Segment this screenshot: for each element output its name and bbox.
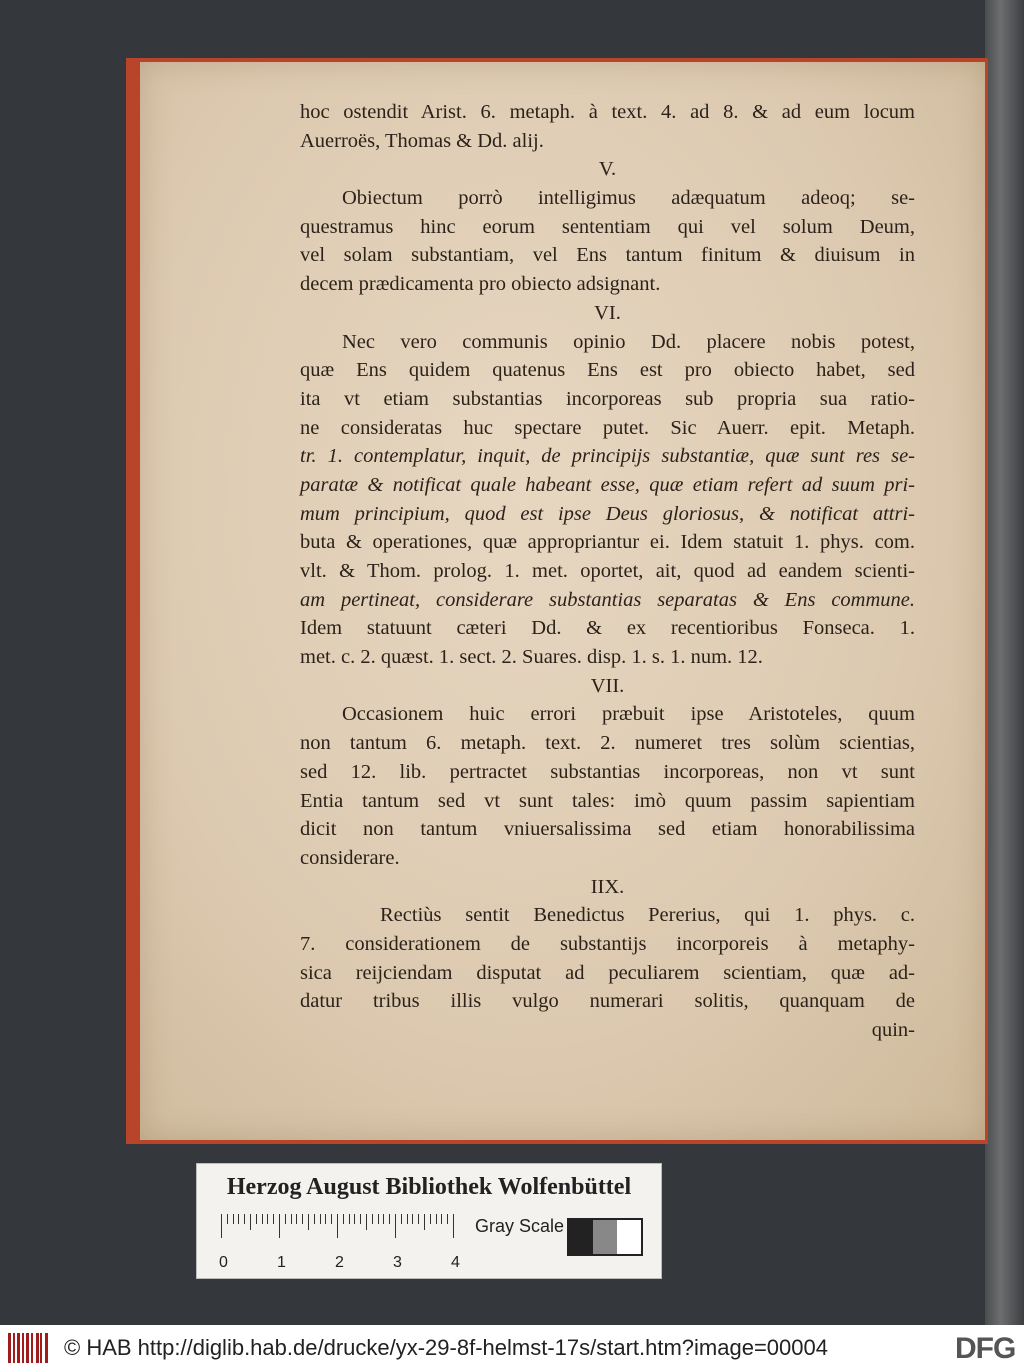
ruler-tick xyxy=(233,1214,234,1224)
ruler-tick xyxy=(325,1214,326,1224)
logo-stroke xyxy=(31,1333,33,1363)
text-line: am pertineat, considerare substantias separatas & Ens commune. xyxy=(300,588,915,611)
ruler-tick xyxy=(221,1214,222,1238)
text-line: ita vt etiam substantias incorporeas sub propria sua ratio- xyxy=(300,387,915,410)
text-line: Rectiùs sentit Benedictus Pererius, qui 1. phys. c. xyxy=(380,904,915,927)
text-line: Nec vero communis opinio Dd. placere nobis potest, xyxy=(342,330,915,353)
text-line: hoc ostendit Arist. 6. metaph. à text. 4. ad 8. & ad eum locum xyxy=(300,101,915,123)
ruler-tick xyxy=(372,1214,373,1224)
ruler-tick xyxy=(418,1214,419,1224)
ruler-tick xyxy=(244,1214,245,1224)
text-line: buta & operationes, quæ appropriantur ei. Idem statuit 1. phys. com. xyxy=(300,531,915,554)
logo-stroke xyxy=(8,1333,11,1363)
text-line: paratæ & notificat quale habeant esse, quæ etiam refert ad suum pri- xyxy=(300,473,915,496)
text-line: quæ Ens quidem quatenus Ens est pro obiecto habet, sed xyxy=(300,359,915,382)
logo-stroke xyxy=(17,1333,20,1363)
text-line: decem prædicamenta pro obiecto adsignant. xyxy=(300,273,661,296)
ruler-tick xyxy=(389,1214,390,1224)
text-line: sed 12. lib. pertractet substantias incorporeas, non vt sunt xyxy=(300,760,915,783)
ruler-tick xyxy=(349,1214,350,1224)
ruler-number: 4 xyxy=(451,1254,460,1271)
ruler-tick xyxy=(256,1214,257,1224)
swatch-black xyxy=(569,1220,593,1254)
text-line: questramus hinc eorum sententiam qui vel solum Deum, xyxy=(300,215,915,238)
ruler-tick xyxy=(430,1214,431,1224)
text-line: met. c. 2. quæst. 1. sect. 2. Suares. disp. 1. s. 1. num. 12. xyxy=(300,646,763,669)
ruler-tick xyxy=(337,1214,338,1238)
text-line: vel solam substantiam, vel Ens tantum finitum & diuisum in xyxy=(300,244,915,267)
ruler-tick xyxy=(296,1214,297,1224)
ruler-tick xyxy=(441,1214,442,1224)
ruler-tick xyxy=(320,1214,321,1224)
logo-stroke xyxy=(22,1333,24,1363)
ruler-tick xyxy=(227,1214,228,1224)
ruler-tick xyxy=(285,1214,286,1224)
ruler-number: 3 xyxy=(393,1254,402,1271)
ruler-tick xyxy=(360,1214,361,1224)
swatch-white xyxy=(617,1220,641,1254)
ruler-number: 0 xyxy=(219,1254,228,1271)
ruler-tick xyxy=(279,1214,280,1238)
ruler-tick xyxy=(331,1214,332,1224)
color-calibration-bar xyxy=(196,1163,662,1279)
ruler-tick xyxy=(250,1214,251,1230)
page-text xyxy=(300,98,915,1045)
hab-logo-icon xyxy=(8,1333,52,1363)
gray-scale-label: Gray Scale xyxy=(475,1216,565,1236)
library-name: Herzog August Bibliothek Wolfenbüttel xyxy=(226,1174,632,1200)
text-line: vlt. & Thom. prolog. 1. met. oportet, ait, quod ad eandem scienti- xyxy=(300,560,915,582)
ruler-tick xyxy=(395,1214,396,1238)
text-line: dicit non tantum vniuersalissima sed etiam honorabilissima xyxy=(300,818,915,841)
text-line: 7. considerationem de substantijs incorporeis à metaphy- xyxy=(300,932,915,955)
ruler-tick xyxy=(412,1214,413,1224)
section-heading: IIX. xyxy=(590,875,625,898)
ruler-number: 2 xyxy=(335,1254,344,1271)
text-line: Obiectum porrò intelligimus adæquatum adeoq; se- xyxy=(342,187,915,210)
ruler-tick xyxy=(378,1214,379,1224)
text-line: datur tribus illis vulgo numerari solitis, quanquam de xyxy=(300,990,915,1013)
ruler-tick xyxy=(424,1214,425,1230)
catchword: quin- xyxy=(871,1019,915,1041)
ruler-tick xyxy=(436,1214,437,1224)
ruler-tick xyxy=(453,1214,454,1238)
ruler-tick xyxy=(238,1214,239,1224)
section-heading: VI. xyxy=(594,301,621,324)
book-edge xyxy=(985,0,1024,1325)
text-line: Idem statuunt cæteri Dd. & ex recentioribus Fonseca. 1. xyxy=(300,617,915,640)
ruler-tick xyxy=(291,1214,292,1224)
gray-scale-swatch xyxy=(567,1218,643,1256)
text-line: ne consideratas huc spectare putet. Sic Auerr. epit. Metaph. xyxy=(300,416,915,439)
ruler-tick xyxy=(314,1214,315,1224)
ruler-tick xyxy=(302,1214,303,1224)
ruler-tick xyxy=(407,1214,408,1224)
text-line: considerare. xyxy=(300,846,400,869)
ruler-tick xyxy=(401,1214,402,1224)
text-line: mum principium, quod est ipse Deus gloriosus, & notificat attri- xyxy=(300,502,915,525)
logo-stroke xyxy=(40,1333,42,1363)
ruler-tick xyxy=(366,1214,367,1230)
swatch-gray xyxy=(593,1220,617,1254)
logo-stroke xyxy=(13,1333,15,1363)
logo-stroke xyxy=(26,1333,29,1363)
text-line: Occasionem huic errori præbuit ipse Aristoteles, quum xyxy=(342,703,915,726)
text-line: non tantum 6. metaph. text. 2. numeret tres solùm scientias, xyxy=(300,732,915,755)
ruler-tick xyxy=(262,1214,263,1224)
footer-bar xyxy=(0,1325,1024,1371)
section-heading: V. xyxy=(598,158,617,181)
ruler xyxy=(221,1214,461,1238)
credit-link[interactable]: © HAB http://diglib.hab.de/drucke/yx-29-8f-helmst-17s/start.htm?image=00004 xyxy=(64,1335,828,1360)
text-line: sica reijciendam disputat ad peculiarem scientiam, quæ ad- xyxy=(300,961,915,984)
text-line: tr. 1. contemplatur, inquit, de principijs substantiæ, quæ sunt res se- xyxy=(300,445,915,468)
logo-stroke xyxy=(36,1333,39,1363)
ruler-tick xyxy=(447,1214,448,1224)
text-line: Entia tantum sed vt sunt tales: imò quum passim sapientiam xyxy=(300,789,915,812)
ruler-tick xyxy=(273,1214,274,1224)
ruler-tick xyxy=(343,1214,344,1224)
dfg-logo: DFG xyxy=(955,1332,1016,1365)
ruler-number: 1 xyxy=(277,1254,286,1271)
ruler-tick xyxy=(267,1214,268,1224)
logo-stroke xyxy=(45,1333,48,1363)
ruler-tick xyxy=(383,1214,384,1224)
ruler-tick xyxy=(308,1214,309,1230)
text-line: Auerroës, Thomas & Dd. alij. xyxy=(300,129,544,152)
ruler-tick xyxy=(354,1214,355,1224)
section-heading: VII. xyxy=(590,674,625,697)
